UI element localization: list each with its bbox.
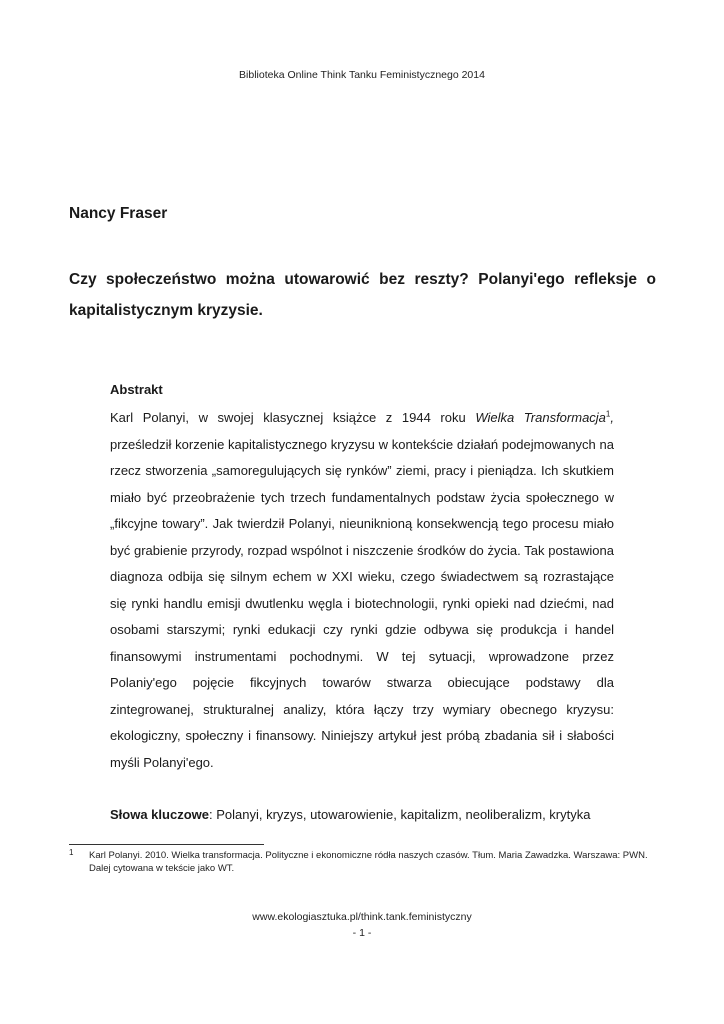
book-title: Wielka Transformacja	[475, 410, 606, 425]
footnote-text: Karl Polanyi. 2010. Wielka transformacja. Polityczne i ekonomiczne ródła naszych czasów. Tłum. Maria Zawadzka. Warszawa: PWN. Dalej cytowana w tekście jako WT.	[89, 850, 648, 874]
page-number: - 1 -	[352, 927, 372, 939]
keywords-label: Słowa kluczowe	[110, 807, 209, 822]
title-comma: ,	[610, 410, 614, 425]
abstract-body	[110, 405, 614, 776]
running-header: Biblioteka Online Think Tanku Feministycznego 2014	[239, 69, 485, 81]
article-title: Czy społeczeństwo można utowarowić bez reszty? Polanyi'ego refleksje o kapitalistycznym kryzysie.	[69, 271, 656, 319]
author-name: Nancy Fraser	[69, 205, 168, 222]
footer-url: www.ekologiasztuka.pl/think.tank.feministyczny	[252, 911, 472, 923]
footnote-divider	[69, 844, 264, 845]
footnote-number: 1	[69, 848, 74, 857]
abstract-text: prześledził korzenie kapitalistycznego kryzysu w kontekście działań podejmowanych na rzecz stworzenia „samoregulujących się rynków” ziemi, pracy i pieniądza. Ich skutkiem miało być przeobrażenie tych trzech fundamentalnych podstaw życia społecznego w „fikcyjne towary”. Jak twierdził Polanyi, nieuniknioną konsekwencją tego procesu miało być grabienie przyrody, rozpad wspólnot i niszczenie środków do życia. Tak postawiona diagnoza odbija się silnym echem w XXI wieku, czego świadectwem są rozrastające się rynki handlu emisji dwutlenku węgla i biotechnologii, rynki opieki nad dziećmi, nad osobami starszymi; rynki edukacji czy rynki gdzie odbywa się produkcja i handel finansowymi instrumentami pochodnymi. W tej sytuacji, wprowadzone przez Polaniy'ego pojęcie fikcyjnych towarów stwarza obiecujące podstawy dla zintegrowanej, strukturalnej analizy, która łączy trzy wymiary obecnego kryzysu: ekologiczny, społeczny i finansowy. Niniejszy artykuł jest próbą zbadania sił i słabości myśli Polanyi'ego.	[110, 436, 614, 770]
keywords-separator: :	[208, 807, 213, 822]
footnote-reference[interactable]: 1	[605, 409, 611, 419]
keywords-line	[110, 807, 590, 822]
abstract-intro: Karl Polanyi, w swojej klasycznej książce z 1944 roku	[110, 410, 476, 425]
abstract-heading: Abstrakt	[110, 382, 163, 397]
keywords-text: Polanyi, kryzys, utowarowienie, kapitalizm, neoliberalizm, krytyka	[212, 807, 591, 822]
